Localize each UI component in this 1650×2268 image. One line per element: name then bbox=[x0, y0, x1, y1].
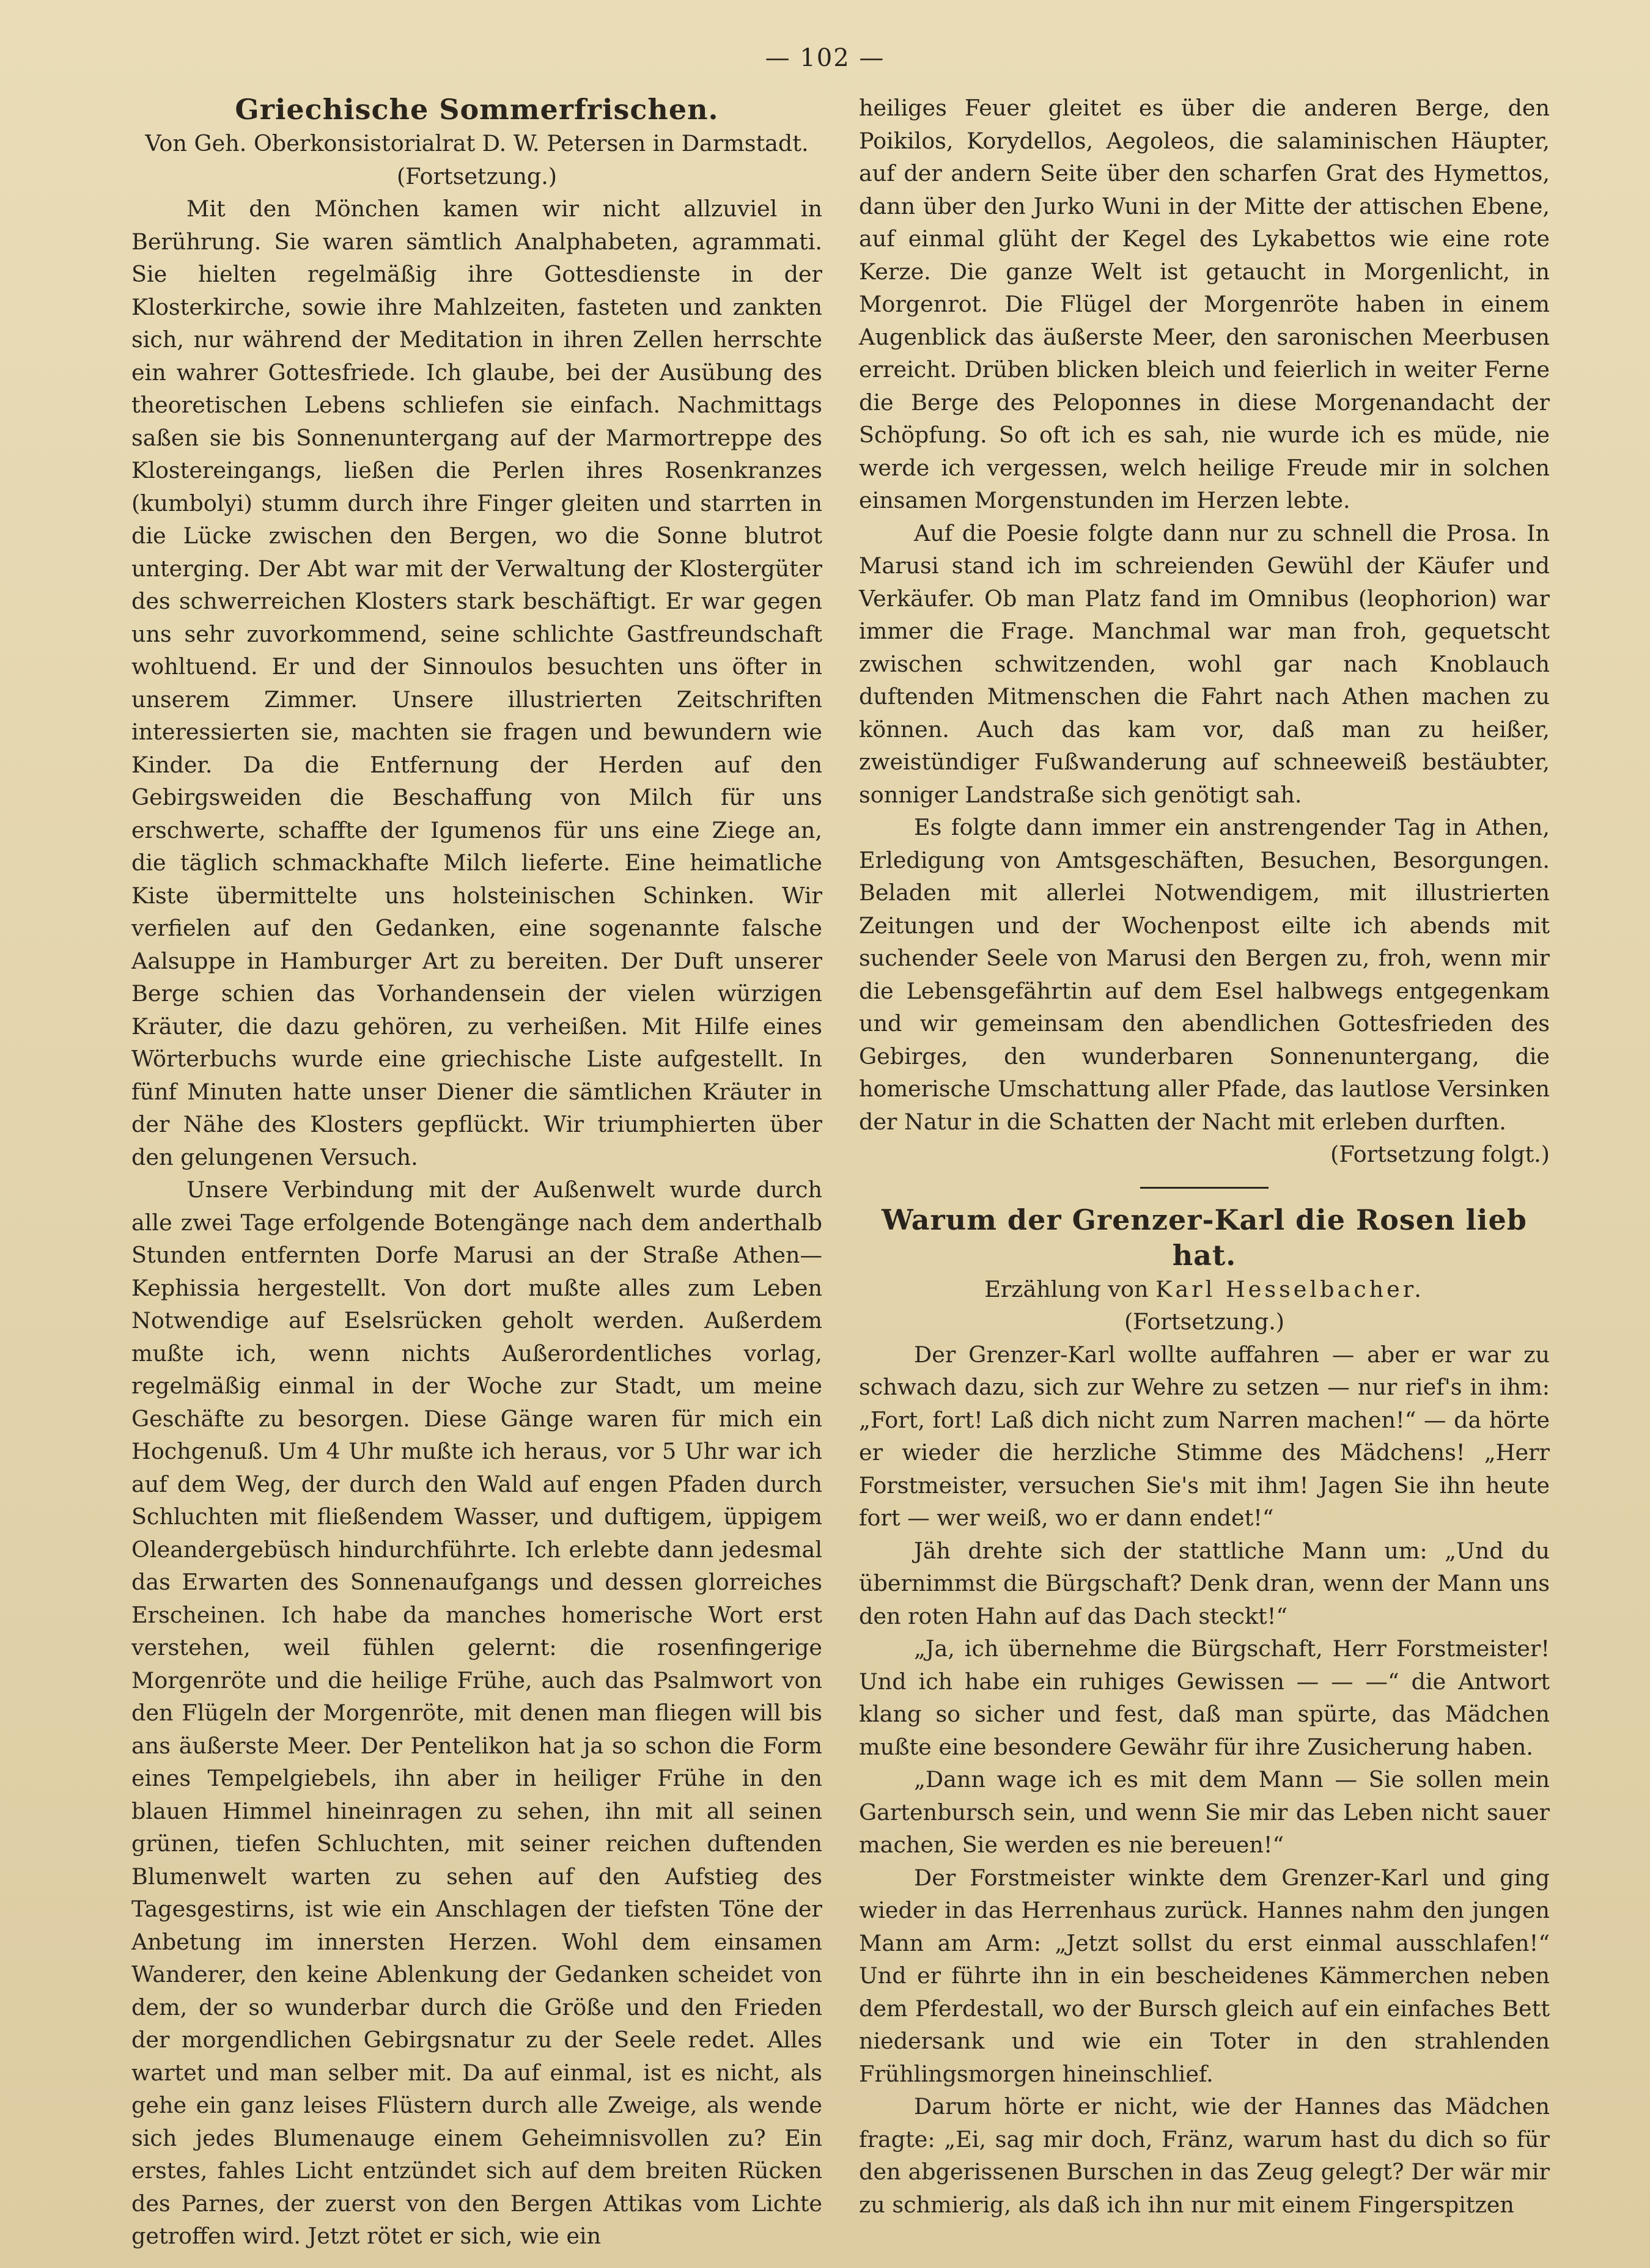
paragraph: „Dann wage ich es mit dem Mann — Sie sollen mein Gartenbursch sein, und wenn Sie mir das Leben nicht sauer machen, Sie werden es nie bereuen!“ bbox=[859, 1766, 1550, 1858]
page-number: — 102 — bbox=[765, 44, 885, 72]
story-continuation-note: (Fortsetzung.) bbox=[1124, 1308, 1285, 1335]
paragraph: Darum hörte er nicht, wie der Hannes das Mädchen fragte: „Ei, sag mir doch, Fränz, warum hast du dich so für den abgerissenen Burschen in das Zeug gelegt? Der wär mir zu schmierig, als daß ich ihn nur mit einem Fingerspitzen bbox=[859, 2093, 1550, 2218]
paragraph: Unsere Verbindung mit der Außenwelt wurde durch alle zwei Tage erfolgende Botengänge nach dem anderthalb Stunden entfernten Dorfe Marusi an der Straße Athen—Kephissia hergestellt. Von dort mußte alles zum Leben Notwendige auf Eselsrücken geholt werden. Außerdem mußte ich, wenn nichts Außerordentliches vorlag, regelmäßig einmal in der Woche zur Stadt, um meine Geschäfte zu besorgen. Diese Gänge waren für mich ein Hochgenuß. Um 4 Uhr mußte ich heraus, vor 5 Uhr war ich auf dem Weg, der durch den Wald auf engen Pfaden durch Schluchten mit fließendem Wasser, und duftigem, üppigem Oleandergebüsch hindurchführte. Ich erlebte dann jedesmal das Erwarten des Sonnenaufgangs und dessen glorreiches Erscheinen. Ich habe da manches homerische Wort erst verstehen, weil fühlen gelernt: die rosenfingerige Morgenröte und die heilige Frühe, auch das Psalmwort von den Flügeln der Morgenröte, mit denen man fliegen will bis ans äußerste Meer. Der Pentelikon hat ja so schon die Form eines Tempelgiebels, ihn aber in heiliger Frühe in den blauen Himmel hineinragen zu sehen, ihn mit all seinen grünen, tiefen Schluchten, mit seiner reichen duftenden Blumenwelt warten zu sehen auf den Aufstieg des Tagesgestirns, ist wie ein Anschlagen der tiefsten Töne der Anbetung im innersten Herzen. Wohl dem einsamen Wanderer, den keine Ablenkung der Gedanken scheidet von dem, der so wunderbar durch die Größe und den Frieden der morgendlichen Gebirgsnatur zu der Seele redet. Alles wartet und man selber mit. Da auf einmal, ist es nicht, als gehe ein ganz leises Flüstern durch alle Zweige, als wende sich jedes Blumenauge einem Geheimnisvollen zu? Ein erstes, fahles Licht entzündet sich auf dem breiten Rücken des Parnes, der zuerst von den Bergen Attikas vom Lichte getroffen wird. Jetzt rötet er sich, wie ein bbox=[131, 1176, 822, 2249]
article-separator bbox=[1140, 1187, 1269, 1189]
right-column bbox=[859, 92, 1550, 2221]
story-byline bbox=[859, 1273, 1550, 1306]
paragraph: Der Grenzer-Karl wollte auffahren — aber er war zu schwach dazu, sich zur Wehre zu setzen — nur rief's in ihm: „Fort, fort! Laß dich nicht zum Narren machen!“ — da hörte er wieder die herzliche Stimme des Mädchens! „Herr Forstmeister, versuchen Sie's mit ihm! Jagen Sie ihn heute fort — wer weiß, wo er dann endet!“ bbox=[859, 1341, 1550, 1531]
article-byline: Von Geh. Oberkonsistorialrat D. W. Petersen in Darmstadt. bbox=[145, 130, 809, 156]
author-name: Karl Hesselbacher. bbox=[1155, 1275, 1424, 1302]
story-title: Warum der Grenzer-Karl die Rosen lieb hat. bbox=[882, 1203, 1527, 1272]
paragraph: Jäh drehte sich der stattliche Mann um: „Und du übernimmst die Bürgschaft? Denk dran, wenn der Mann uns den roten Hahn auf das Dach steckt!“ bbox=[859, 1537, 1550, 1629]
paragraph: Der Forstmeister winkte dem Grenzer-Karl und ging wieder in das Herrenhaus zurück. Hannes nahm den jungen Mann am Arm: „Jetzt sollst du erst einmal ausschlafen!“ Und er führte ihn in ein bescheidenes Kämmerchen neben dem Pferdestall, wo der Bursch gleich auf ein einfaches Bett niedersank und wie ein Toter in den strahlenden Frühlingsmorgen hineinschlief. bbox=[859, 1864, 1550, 2087]
paragraph: Mit den Mönchen kamen wir nicht allzuviel in Berührung. Sie waren sämtlich Analphabeten, agrammati. Sie hielten regelmäßig ihre Gottesdienste in der Klosterkirche, sowie ihre Mahlzeiten, fasteten und zankten sich, nur während der Meditation in ihren Zellen herrschte ein wahrer Gottesfriede. Ich glaube, bei der Ausübung des theoretischen Lebens schliefen sie einfach. Nachmittags saßen sie bis Sonnenuntergang auf der Marmortreppe des Klostereingangs, ließen die Perlen ihres Rosenkranzes (kumbolyi) stumm durch ihre Finger gleiten und starrten in die Lücke zwischen den Bergen, wo die Sonne blutrot unterging. Der Abt war mit der Verwaltung der Klostergüter des schwerreichen Klosters stark beschäftigt. Er war gegen uns sehr zuvorkommend, seine schlichte Gastfreundschaft wohltuend. Er und der Sinnoulos besuchten uns öfter in unserem Zimmer. Unsere illustrierten Zeitschriften interessierten sie, machten sie fragen und bewundern wie Kinder. Da die Entfernung der Herden auf den Gebirgsweiden die Beschaffung von Milch für uns erschwerte, schaffte der Igumenos für uns eine Ziege an, die täglich schmackhafte Milch lieferte. Eine heimatliche Kiste übermittelte uns holsteinischen Schinken. Wir verfielen auf den Gedanken, eine sogenannte falsche Aalsuppe in Hamburger Art zu bereiten. Der Duft unserer Berge schien das Vorhandensein der vielen würzigen Kräuter, die dazu gehören, zu verheißen. Mit Hilfe eines Wörterbuchs wurde eine griechische Liste aufgestellt. In fünf Minuten hatte unser Diener die sämtlichen Kräuter in der Nähe des Klosters gepflückt. Wir triumphierten über den gelungenen Versuch. bbox=[131, 196, 822, 1170]
paragraph: Es folgte dann immer ein anstrengender Tag in Athen, Erledigung von Amtsgeschäften, Besuchen, Besorgungen. Beladen mit allerlei Notwendigem, mit illustrierten Zeitungen und der Wochenpost eilte ich abends mit suchender Seele von Marusi den Bergen zu, froh, wenn mir die Lebensgefährtin auf dem Esel halbwegs entgegenkam und wir gemeinsam den abendlichen Gottesfrieden des Gebirges, den wunderbaren Sonnenuntergang, die homerische Umschattung aller Pfade, das lautlose Versinken der Natur in die Schatten der Nacht mit erleben durften. bbox=[859, 814, 1550, 1135]
paragraph: Auf die Poesie folgte dann nur zu schnell die Prosa. In Marusi stand ich im schreienden Gewühl der Käufer und Verkäufer. Ob man Platz fand im Omnibus (leophorion) war immer die Frage. Manchmal war man froh, gequetscht zwischen schwitzenden, wohl gar nach Knoblauch duftenden Mitmenschen die Fahrt nach Athen machen zu können. Auch das kam vor, daß man zu heißer, zweistündiger Fußwanderung auf schneeweiß bestäubter, sonniger Landstraße sich genötigt sah. bbox=[859, 519, 1550, 808]
continued-footer: (Fortsetzung folgt.) bbox=[1330, 1141, 1550, 1167]
article-title: Griechische Sommerfrischen. bbox=[235, 93, 719, 126]
paragraph: „Ja, ich übernehme die Bürgschaft, Herr Forstmeister! Und ich habe ein ruhiges Gewissen — — —“ die Antwort klang so sicher und fest, daß man spürte, das Mädchen mußte eine besondere Gewähr für ihre Zusicherung haben. bbox=[859, 1635, 1550, 1760]
continuation-note: (Fortsetzung.) bbox=[396, 163, 558, 189]
left-column bbox=[131, 92, 822, 2253]
byline-prefix: Erzählung von bbox=[984, 1275, 1149, 1302]
paragraph: heiliges Feuer gleitet es über die anderen Berge, den Poikilos, Korydellos, Aegoleos, die salaminischen Häupter, auf der andern Seite über den scharfen Grat des Hymettos, dann über den Jurko Wuni in der Mitte der attischen Ebene, auf einmal glüht der Kegel des Lykabettos wie eine rote Kerze. Die ganze Welt ist getaucht in Morgenlicht, in Morgenrot. Die Flügel der Morgenröte haben in einem Augenblick das äußerste Meer, den saronischen Meerbusen erreicht. Drüben blicken bleich und feierlich in weiter Ferne die Berge des Peloponnes in diese Morgenandacht der Schöpfung. So oft ich es sah, nie wurde ich es müde, nie werde ich vergessen, welch heilige Freude mir in solchen einsamen Morgenstunden im Herzen lebte. bbox=[859, 95, 1550, 513]
